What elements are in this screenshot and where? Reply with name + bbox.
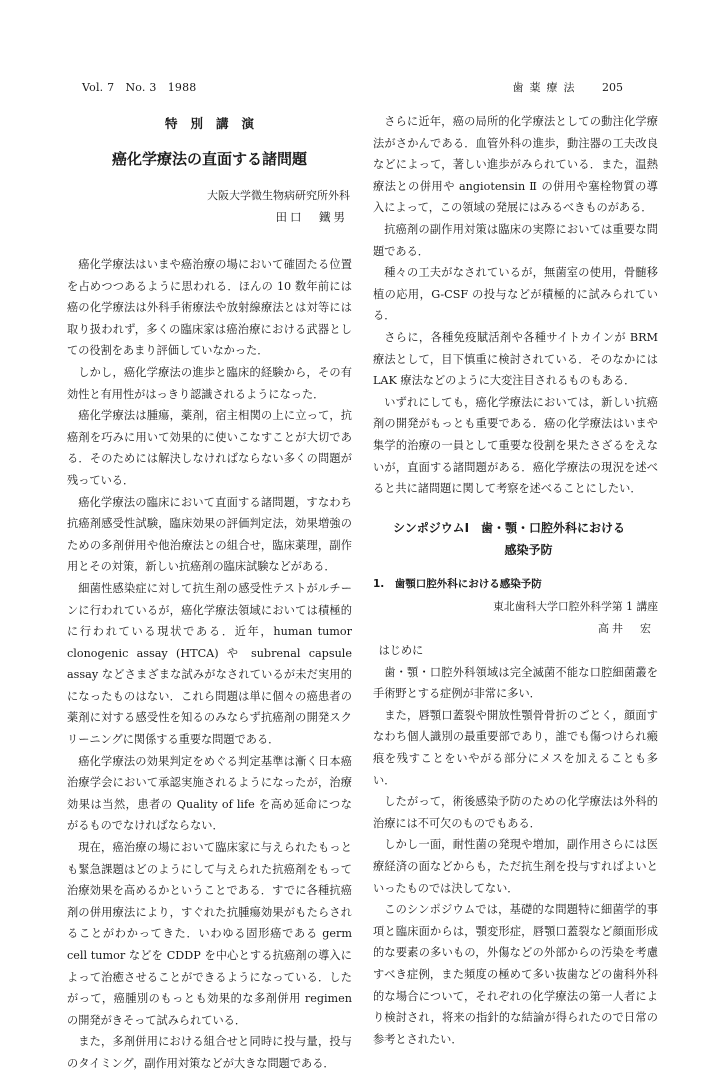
author-name: 田口 鐵男	[275, 210, 348, 224]
paragraph: いずれにしても，癌化学療法においては，新しい抗癌剤の開発がもっとも重要である．癌の化学療法はいまや集学的治療の一員として重要な役割を果たさざるをえないが，直面する諸問題がある．癌化学療法の現況を述べると共に諸問題に関して考察を述べることにしたい．	[373, 395, 658, 496]
section-label: 特別講演	[164, 116, 267, 131]
left-column	[67, 111, 352, 1075]
intro-heading: はじめに	[378, 643, 424, 657]
paragraph: さらに近年，癌の局所的化学療法としての動注化学療法がさかんである．血管外科の進歩，動注器の工夫改良などによって，著しい進歩がみられている．また，温熱療法との併用や angiotensin Ⅱ の併用や塞栓物質の導入によって，この領域の発展にはみるべきものがある．	[373, 115, 658, 215]
journal-name: 歯薬療法	[512, 81, 581, 94]
author-affiliation: 東北歯科大学口腔外科学第 1 講座	[493, 599, 658, 613]
paragraph: したがって，術後感染予防のための化学療法は外科的治療には不可欠のものでもある．	[373, 795, 658, 830]
paragraph: 細菌性感染症に対して抗生剤の感受性テストがルチーンに行われているが，癌化学療法領域においては積極的に行われている現状である．近年，human tumor clonogenic assay (HTCA) や subrenal capsule assay などさまざまな試みがなされているが未だ実用的になったものはない．これら問題は単に個々の癌患者の薬剤に対する感受性を知るのみならず抗癌剤の開発スクリーニングに関係する重要な問題である．	[67, 581, 352, 747]
symposium-title	[373, 517, 658, 561]
paragraph: しかし，癌化学療法の進歩と臨床的経験から，その有効性と有用性がはっきり認識されるようになった．	[67, 365, 352, 401]
author-name: 高井 宏	[598, 621, 654, 635]
paragraph: 現在，癌治療の場において臨床家に与えられたもっとも緊急課題はどのようにして与えられた抗癌剤をもって治療効果を高めるかということである．すでに各種抗癌剤の併用療法により，すぐれた抗腫瘍効果がもたらされることがわかってきた．いわゆる固形癌である germ cell tumor などを CDDP を中心とする抗癌剤の導入によって治癒させることができるようになっている．したがって，癌腫別のもっとも効果的な多剤併用 regimen の開発がきそって試みられている．	[67, 841, 352, 1027]
paragraph: さらに，各種免疫賦活剤や各種サイトカインが BRM 療法として，目下慎重に検討されている．そのなかには LAK 療法などのように大変注目されるものもある．	[373, 330, 658, 388]
paragraph: 歯・顎・口腔外科領域は完全滅菌不能な口腔細菌叢を手術野とする症例が非常に多い．	[373, 665, 658, 701]
paragraph: 癌化学療法はいまや癌治療の場において確固たる位置を占めつつあるように思われる．ほんの 10 数年前には癌の化学療法は外科手術療法や放射線療法とは対等には取り扱われず，多くの臨床家は癌治療における武器としての役割をあまり評価していなかった．	[67, 258, 352, 358]
spacer	[67, 229, 352, 254]
symposium-title-line1: シンポジウムⅠ 歯・顎・口腔外科における	[393, 520, 626, 535]
running-header	[82, 79, 623, 95]
paragraph: しかし一面，耐性菌の発現や増加，副作用さらには医療経済の面などからも，ただ抗生剤を投与すればよいといったものでは決してない．	[373, 838, 658, 895]
right-column	[373, 111, 658, 1050]
paragraph: また，多剤併用における組合せと同時に投与量，投与のタイミング，副作用対策などが大きな問題である．	[67, 1035, 352, 1070]
paragraph: 種々の工夫がなされているが，無菌室の使用，骨髄移植の応用，G-CSF の投与などが積極的に試みられている．	[373, 266, 658, 323]
paragraph: 癌化学療法は腫瘍，薬剤，宿主相関の上に立って，抗癌剤を巧みに用いて効果的に使いこなすことが大切である．そのためには解決しなければならない多くの問題が残っている．	[67, 409, 352, 487]
paragraph: 癌化学療法の臨床において直面する諸問題，すなわち抗癌剤感受性試験，臨床効果の評価判定法，効果増強のための多剤併用や他治療法との組合せ，臨床薬理，副作用とその対策，新しい抗癌剤の臨床試験などがある．	[67, 495, 352, 574]
symposium-title-line2: 感染予防	[504, 542, 553, 557]
page-number: 205	[602, 81, 623, 94]
journal-page-ref	[513, 79, 624, 95]
lecture-title: 癌化学療法の直面する諸問題	[111, 150, 307, 168]
author-affiliation: 大阪大学微生物病研究所外科	[207, 189, 350, 202]
paragraph: また，唇顎口蓋裂や開放性顎骨骨折のごとく，顔面すなわち個人識別の最重要部であり，誰でも傷つけられ瘢痕を残すことをいやがる部分にメスを加えることも多い．	[373, 708, 658, 787]
paragraph: 抗癌剤の副作用対策は臨床の実際においては重要な問題である．	[373, 222, 658, 258]
volume-issue: Vol. 7 No. 3 1988	[82, 81, 197, 94]
paragraph: このシンポジウムでは，基礎的な問題特に細菌学的事項と臨床面からは，顎変形症，唇顎口蓋裂など顔面形成的な要素の多いもの，外傷などの外部からの汚染を考慮すべき症例，また頻度の極めて多い抜歯などの歯科外科的な場合について，それぞれの化学療法の第一人者により検討され，将来の指針的な結論が得られたので日常の参考とされたい．	[373, 903, 658, 1046]
subsection-heading: 1. 歯顎口腔外科における感染予防	[373, 577, 542, 590]
paragraph: 癌化学療法の効果判定をめぐる判定基準は漸く日本癌治療学会において承認実施されるようになったが，治療効果は当然，患者の Quality of life を高め延命につながるものでなければならない．	[67, 754, 352, 833]
